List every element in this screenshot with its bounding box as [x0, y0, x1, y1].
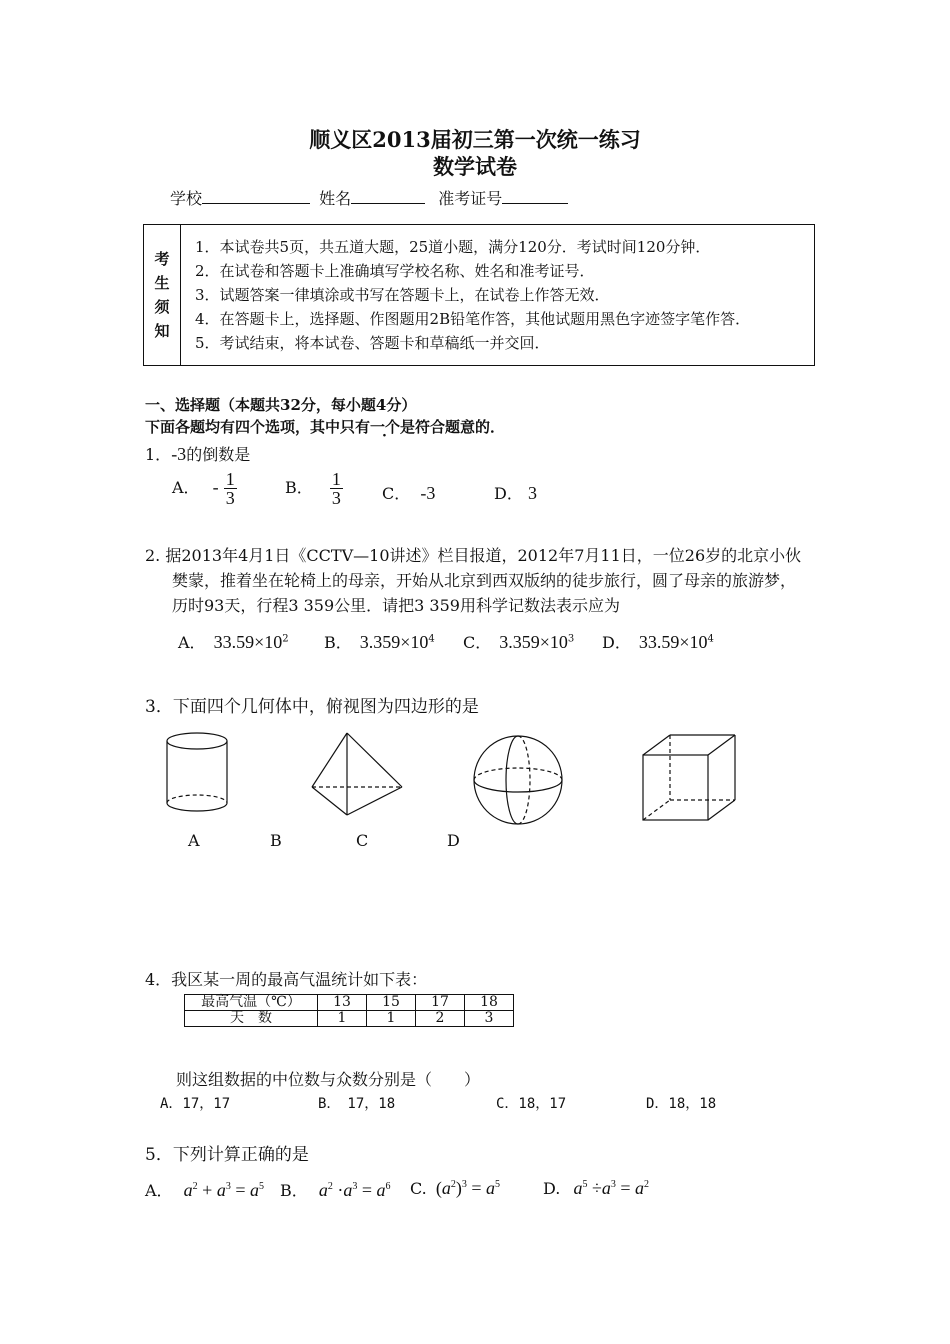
name-label: 姓名	[319, 189, 352, 208]
math-expression: $(a^2)^3 = a^5$	[435, 1178, 501, 1198]
question-4: 4．我区某一周的最高气温统计如下表：	[145, 970, 428, 989]
table-cell: 17	[416, 995, 465, 1011]
id-field[interactable]	[502, 189, 568, 204]
section1-heading: 一、选择题（本题共32分，每小题4分）	[145, 396, 417, 414]
student-info-line	[170, 186, 568, 209]
q4-option-c[interactable]: C．18，17	[496, 1096, 567, 1112]
temperature-table	[184, 994, 514, 1027]
note-item: 5．考试结束，将本试卷、答题卡和草稿纸一并交回．	[195, 334, 550, 352]
table-header-cell: 天 数	[185, 1011, 318, 1027]
question-5: 5．下列计算正确的是	[145, 1145, 309, 1165]
math-expression: $a^2 \cdot a^3 = a^6$	[318, 1180, 391, 1200]
table-cell: 3	[465, 1011, 514, 1027]
table-cell: 15	[367, 995, 416, 1011]
q4-option-a[interactable]: A．17，17	[160, 1096, 231, 1112]
q2-option-d[interactable]: D． $33.59\times 10^4$	[602, 632, 714, 652]
q1-option-b[interactable]: B． $\frac{1}{3}$	[285, 469, 341, 508]
question-2-line1: 2. 据2013年4月1日《CCTV—10讲述》栏目报道，2012年7月11日，一位26岁的北京小伙	[145, 546, 802, 565]
table-cell: 18	[465, 995, 514, 1011]
q3-option-b[interactable]: B	[270, 831, 282, 850]
fraction: $\frac{1}{3}$	[225, 469, 235, 508]
q4-option-d[interactable]: D．18，18	[646, 1096, 717, 1112]
fraction: $\frac{1}{3}$	[331, 469, 341, 508]
table-cell: 13	[318, 995, 367, 1011]
tetrahedron-figure	[312, 733, 402, 815]
q5-option-d[interactable]: D. $a^5 \div a^3 = a^2$	[543, 1178, 649, 1198]
q2-option-b[interactable]: B． $3.359\times 10^4$	[324, 632, 435, 652]
q5-option-c[interactable]: C. $(a^2)^3 = a^5$	[410, 1178, 501, 1198]
table-row	[185, 1011, 514, 1027]
cube-figure	[643, 735, 735, 820]
exam-title: 顺义区2013届初三第一次统一练习	[309, 127, 641, 152]
emphasis-dots: 一个	[370, 418, 401, 436]
notes-side-label: 考 生 须 知	[144, 225, 181, 366]
q3-option-c[interactable]: C	[356, 831, 369, 850]
question-3: 3．下面四个几何体中，俯视图为四边形的是	[145, 697, 479, 717]
q4-option-b[interactable]: B． 17，18	[318, 1096, 396, 1112]
q2-option-c[interactable]: C． $3.359\times 10^3$	[463, 632, 575, 652]
math-expression: $a^2 + a^3 = a^5$	[183, 1180, 264, 1200]
id-label: 准考证号	[438, 189, 503, 208]
section1-instruction: 下面各题均有四个选项，其中只有一个是符合题意的．	[145, 418, 506, 436]
q4-question: 则这组数据的中位数与众数分别是（ ）	[176, 1070, 481, 1089]
note-item: 4．在答题卡上，选择题、作图题用2B铅笔作答，其他试题用黑色字迹签字笔作答．	[195, 310, 751, 328]
q5-option-b[interactable]: B． $a^2 \cdot a^3 = a^6$	[280, 1180, 391, 1200]
q3-option-d[interactable]: D	[447, 831, 460, 850]
candidate-notes-box	[143, 224, 815, 366]
q1-option-d[interactable]: D． 3	[494, 483, 537, 503]
math-expression: $a^5 \div a^3 = a^2$	[573, 1178, 649, 1198]
table-cell: 1	[367, 1011, 416, 1027]
table-cell: 2	[416, 1011, 465, 1027]
table-row	[185, 995, 514, 1011]
q3-option-a[interactable]: A	[188, 831, 200, 850]
note-item: 3．试题答案一律填涂或书写在答题卡上，在试卷上作答无效．	[195, 286, 610, 304]
cylinder-figure	[167, 733, 227, 811]
sphere-figure	[474, 736, 562, 824]
exam-subtitle: 数学试卷	[433, 154, 517, 179]
school-field[interactable]	[202, 189, 310, 204]
note-item: 1．本试卷共5页，共五道大题，25道小题，满分120分．考试时间120分钟．	[195, 238, 711, 256]
q1-option-a[interactable]: A． - $\frac{1}{3}$	[172, 469, 235, 508]
table-cell: 1	[318, 1011, 367, 1027]
note-item: 2．在试卷和答题卡上准确填写学校名称、姓名和准考证号．	[195, 262, 595, 280]
q5-option-a[interactable]: A． $a^2 + a^3 = a^5$	[145, 1180, 264, 1200]
table-header-cell: 最高气温（℃）	[185, 995, 318, 1011]
question-1: 1．-3的倒数是	[145, 444, 251, 464]
q1-option-c[interactable]: C． -3	[382, 483, 436, 503]
notes-list	[181, 225, 815, 366]
question-2-line2: 樊蒙，推着坐在轮椅上的母亲，开始从北京到西双版纳的徒步旅行，圆了母亲的旅游梦，	[172, 571, 797, 590]
name-field[interactable]	[351, 189, 425, 204]
q2-option-a[interactable]: A． $33.59\times 10^2$	[178, 632, 289, 652]
question-2-line3: 历时93天，行程3 359公里．请把3 359用科学记数法表示应为	[172, 596, 620, 615]
q3-solids-figure	[150, 725, 750, 830]
school-label: 学校	[170, 189, 203, 208]
